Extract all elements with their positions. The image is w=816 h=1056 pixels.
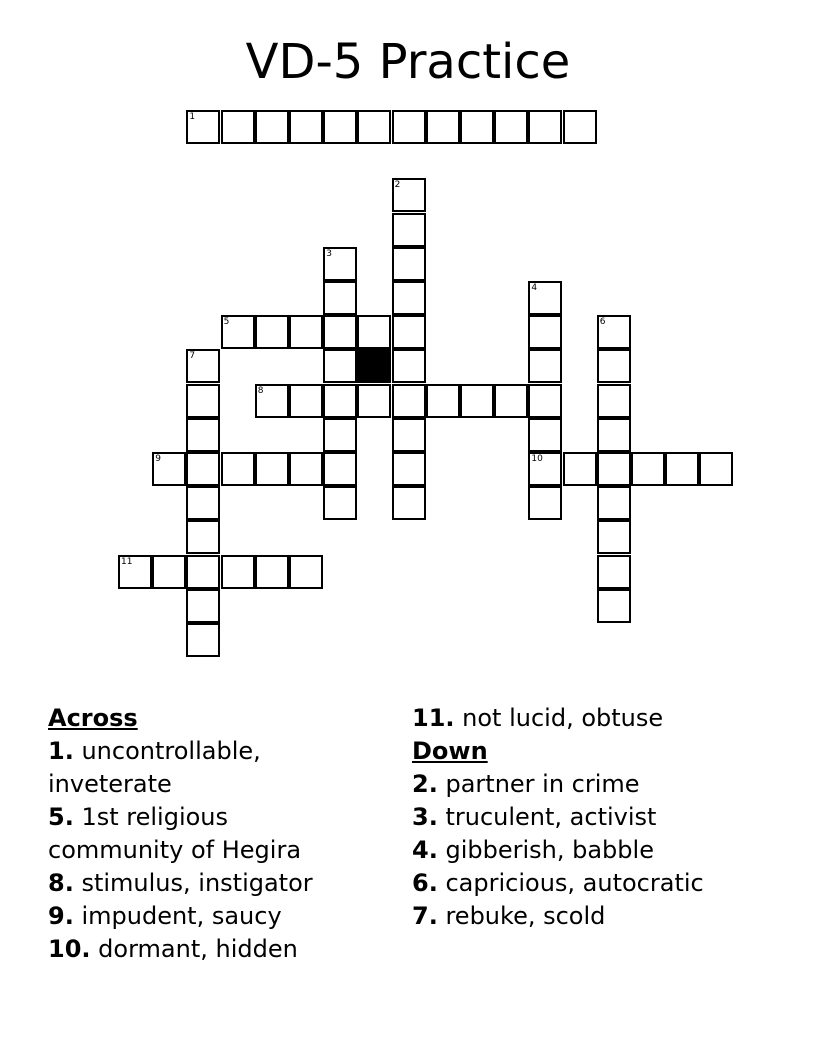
grid-cell[interactable] — [186, 110, 220, 144]
grid-cell[interactable] — [323, 110, 357, 144]
grid-cell[interactable] — [186, 384, 220, 418]
grid-cell[interactable] — [597, 589, 631, 623]
cell-number: 6 — [599, 317, 606, 328]
grid-cell[interactable] — [255, 315, 289, 349]
grid-cell[interactable] — [392, 213, 426, 247]
grid-cell[interactable] — [597, 315, 631, 349]
clue-text: truculent, activist — [445, 803, 657, 831]
grid-cell[interactable] — [323, 281, 357, 315]
grid-cell[interactable] — [323, 452, 357, 486]
grid-cell[interactable] — [357, 384, 391, 418]
cell-number: 5 — [223, 317, 230, 328]
clue-text: not lucid, obtuse — [462, 704, 664, 732]
grid-cell[interactable] — [323, 418, 357, 452]
grid-cell[interactable] — [597, 349, 631, 383]
grid-cell[interactable] — [323, 384, 357, 418]
grid-cell[interactable] — [323, 486, 357, 520]
grid-cell[interactable] — [186, 418, 220, 452]
cell-number: 9 — [155, 454, 161, 464]
grid-cell[interactable] — [186, 486, 220, 520]
clues-left-column — [48, 702, 368, 966]
clue-number: 2. — [412, 770, 438, 798]
clue-across-10 — [48, 933, 368, 966]
puzzle-title: VD-5 Practice — [245, 34, 571, 90]
clue-text: dormant, hidden — [98, 935, 298, 963]
grid-cell[interactable] — [528, 281, 562, 315]
grid-cell[interactable] — [118, 555, 152, 589]
clue-text: partner in crime — [445, 770, 640, 798]
clue-text: uncontrollable, inveterate — [48, 737, 261, 798]
grid-cell[interactable] — [255, 555, 289, 589]
grid-cell[interactable] — [392, 486, 426, 520]
grid-cell[interactable] — [392, 349, 426, 383]
grid-cell[interactable] — [563, 110, 597, 144]
grid-cell[interactable] — [221, 452, 255, 486]
grid-cell[interactable] — [186, 452, 220, 486]
clue-number: 6. — [412, 869, 438, 897]
grid-cell[interactable] — [323, 247, 357, 281]
grid-cell[interactable] — [152, 452, 186, 486]
grid-cell[interactable] — [392, 452, 426, 486]
grid-cell[interactable] — [563, 452, 597, 486]
clue-number: 11. — [412, 704, 455, 732]
clue-across-9 — [48, 900, 368, 933]
grid-cell[interactable] — [460, 384, 494, 418]
grid-cell[interactable] — [392, 247, 426, 281]
clue-text: capricious, autocratic — [445, 869, 704, 897]
grid-cell[interactable] — [665, 452, 699, 486]
grid-cell[interactable] — [494, 384, 528, 418]
grid-cell[interactable] — [528, 486, 562, 520]
clue-across-8 — [48, 867, 368, 900]
grid-cell[interactable] — [597, 418, 631, 452]
grid-cell[interactable] — [392, 384, 426, 418]
clue-down-6 — [412, 867, 792, 900]
grid-cell[interactable] — [426, 384, 460, 418]
clue-number: 1. — [48, 737, 74, 765]
grid-cell[interactable] — [699, 452, 733, 486]
cell-number: 4 — [531, 283, 538, 293]
grid-cell[interactable] — [186, 623, 220, 657]
grid-cell[interactable] — [323, 349, 357, 383]
grid-cell[interactable] — [597, 520, 631, 554]
grid-cell[interactable] — [597, 384, 631, 418]
grid-cell[interactable] — [631, 452, 665, 486]
clue-number: 8. — [48, 869, 74, 897]
grid-cell[interactable] — [392, 178, 426, 212]
clue-across-1 — [48, 735, 368, 801]
grid-cell[interactable] — [597, 555, 631, 589]
grid-cell[interactable] — [152, 555, 186, 589]
grid-cell[interactable] — [357, 110, 391, 144]
clue-down-4 — [412, 834, 792, 867]
grid-cell[interactable] — [392, 418, 426, 452]
cell-number: 7 — [189, 351, 196, 362]
grid-cell[interactable] — [289, 110, 323, 144]
grid-cell[interactable] — [289, 384, 323, 418]
grid-cell[interactable] — [289, 555, 323, 589]
cell-number: 3 — [326, 248, 332, 259]
grid-cell[interactable] — [392, 315, 426, 349]
black-cell — [357, 349, 391, 383]
clue-down-2 — [412, 768, 792, 801]
grid-cell[interactable] — [494, 110, 528, 144]
clue-number: 9. — [48, 902, 74, 930]
grid-cell[interactable] — [597, 486, 631, 520]
grid-cell[interactable] — [255, 452, 289, 486]
clue-down-3 — [412, 801, 792, 834]
grid-cell[interactable] — [392, 110, 426, 144]
clue-number: 5. — [48, 803, 74, 831]
grid-cell[interactable] — [186, 589, 220, 623]
clues-right-column — [412, 702, 792, 933]
clue-text: gibberish, babble — [445, 836, 654, 864]
grid-cell[interactable] — [221, 555, 255, 589]
clue-down-7 — [412, 900, 792, 933]
grid-cell[interactable] — [528, 315, 562, 349]
grid-cell[interactable] — [357, 315, 391, 349]
grid-cell[interactable] — [186, 520, 220, 554]
grid-cell[interactable] — [528, 384, 562, 418]
grid-cell[interactable] — [186, 555, 220, 589]
grid-cell[interactable] — [392, 281, 426, 315]
cell-number: 1 — [189, 112, 196, 122]
cell-number: 8 — [257, 385, 264, 396]
clue-text: stimulus, instigator — [81, 869, 313, 897]
across-heading: Across — [48, 704, 138, 732]
grid-cell[interactable] — [426, 110, 460, 144]
clue-text: impudent, saucy — [81, 902, 282, 930]
grid-cell[interactable] — [221, 110, 255, 144]
grid-cell[interactable] — [186, 349, 220, 383]
clue-text: rebuke, scold — [445, 902, 606, 930]
grid-cell[interactable] — [255, 110, 289, 144]
clue-number: 4. — [412, 836, 438, 864]
cell-number: 10 — [531, 454, 543, 464]
grid-cell[interactable] — [597, 452, 631, 486]
clue-across-11 — [412, 702, 792, 735]
clue-across-5 — [48, 801, 368, 867]
cell-number: 2 — [394, 180, 401, 191]
clue-number: 10. — [48, 935, 91, 963]
grid-cell[interactable] — [528, 452, 562, 486]
grid-cell[interactable] — [460, 110, 494, 144]
grid-cell[interactable] — [255, 384, 289, 418]
clue-text: 1st religious community of Hegira — [48, 803, 302, 864]
grid-cell[interactable] — [323, 315, 357, 349]
down-heading: Down — [412, 737, 488, 765]
grid-cell[interactable] — [528, 110, 562, 144]
grid-cell[interactable] — [221, 315, 255, 349]
cell-number: 11 — [121, 556, 133, 567]
grid-cell[interactable] — [289, 452, 323, 486]
clue-number: 7. — [412, 902, 438, 930]
clue-number: 3. — [412, 803, 438, 831]
grid-cell[interactable] — [528, 418, 562, 452]
grid-cell[interactable] — [528, 349, 562, 383]
grid-cell[interactable] — [289, 315, 323, 349]
